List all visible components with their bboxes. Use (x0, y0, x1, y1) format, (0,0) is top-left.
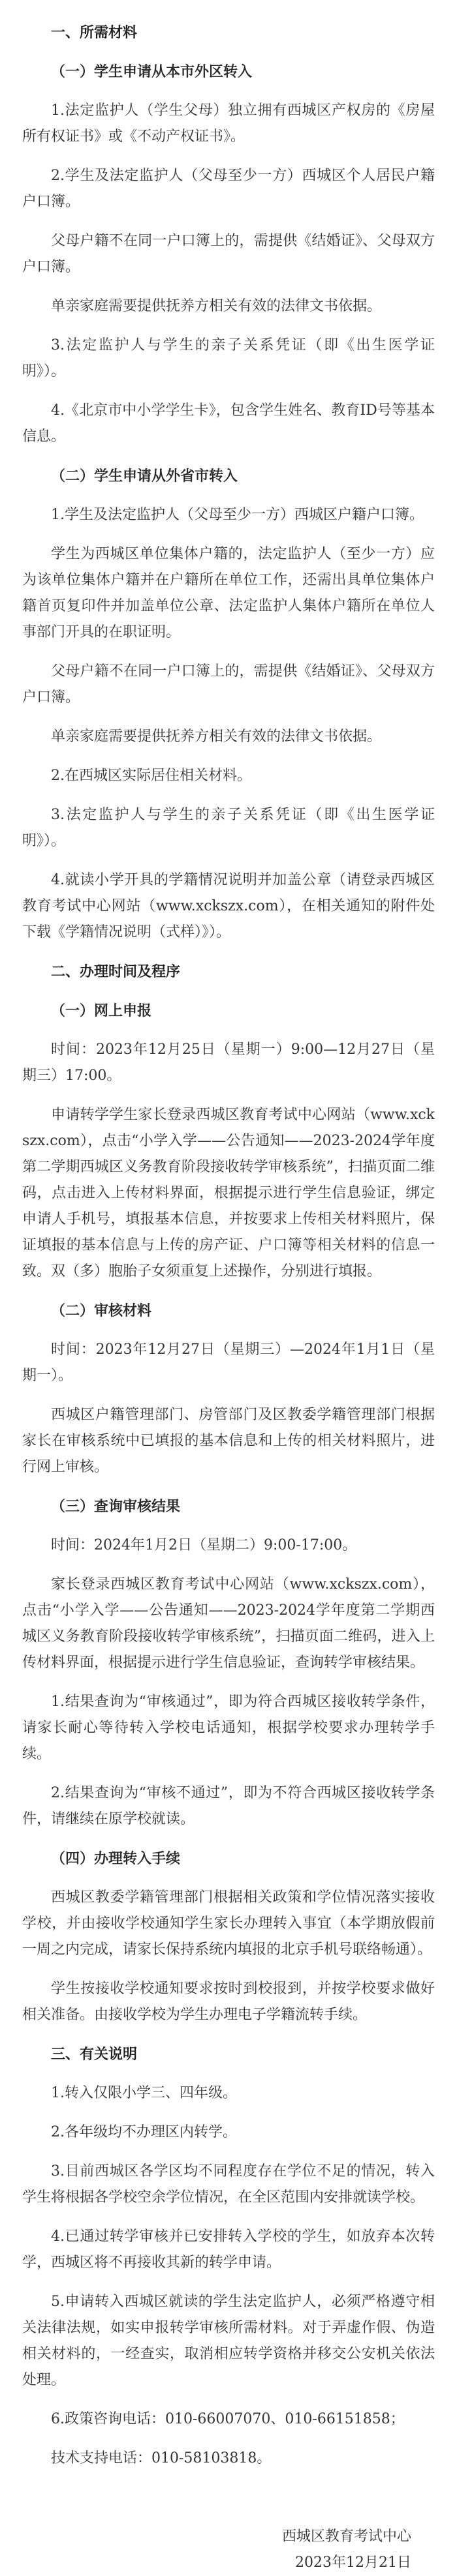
paragraph: 2.在西城区实际居住相关材料。 (51, 768, 251, 784)
paragraph: 4.已通过转学审核并已安排转入学校的学生，如放弃本次转学，西城区将不再接收其新的转学申请。 (22, 2228, 435, 2271)
subsection-heading: （四）办理转入手续 (51, 1850, 181, 1867)
section-heading: 三、有关说明 (51, 2046, 138, 2063)
signature-block (22, 2524, 435, 2576)
notice-content (22, 20, 435, 2472)
subsection-heading: （二）审核材料 (51, 1302, 152, 1319)
subsection-heading: （三）查询审核结果 (51, 1498, 181, 1515)
paragraph: 2.学生及法定监护人（父母至少一方）西城区个人居民户籍户口簿。 (22, 168, 435, 210)
issuer-name: 西城区教育考试中心 (281, 2528, 411, 2545)
paragraph: 3.法定监护人与学生的亲子关系凭证（即《出生医学证明》）。 (22, 337, 435, 380)
paragraph: 西城区教委学籍管理部门根据相关政策和学位情况落实接收学校，并由接收学校通知学生家长办理转入事宜（本学期放假前一周之内完成，请家长保持系统内填报的北京手机号联络畅通）。 (22, 1889, 435, 1958)
paragraph: 4.就读小学开具的学籍情况说明并加盖公章（请登录西城区教育考试中心网站（www.xckszx.com），在相关通知的附件处下载《学籍情况说明（式样）》）。 (22, 872, 435, 940)
paragraph: 2.结果查询为“审核不通过”，即为不符合西城区接收转学条件，请继续在原学校就读。 (22, 1785, 435, 1827)
paragraph: 3.法定监护人与学生的亲子关系凭证（即《出生医学证明》）。 (22, 807, 435, 849)
paragraph: 学生按接收学校通知要求按时到校报到，并按学校要求做好相关准备。由接收学校为学生办理电子学籍流转手续。 (22, 1981, 435, 2023)
paragraph: 单亲家庭需要提供抚养方相关有效的法律文书依据。 (51, 298, 382, 314)
paragraph: 6.政策咨询电话：010-66007070、010-66151858； (51, 2411, 405, 2427)
paragraph: 申请转学学生家长登录西城区教育考试中心网站（www.xckszx.com），点击“小学入学——公告通知——2023-2024学年度第二学期西城区义务教育阶段接收转学审核系统”，扫描页面二维码，点击进入上传材料界面，根据提示进行学生信息验证，绑定申请人手机号，填报基本信息，并按要求上传相关材料照片，保证填报的基本信息与上传的房产证、户口簿等相关材料的信息一致。双（多）胞胎子女须重复上述操作，分别进行填报。 (22, 1107, 435, 1280)
paragraph: 3.目前西城区各学区均不同程度存在学位不足的情况，转入学生将根据各学校空余学位情况，在全区范围内安排就读学校。 (22, 2163, 435, 2206)
section-heading: 二、办理时间及程序 (51, 963, 181, 980)
paragraph: 时间：2023年12月27日（星期三）—2024年1月1日（星期一）。 (22, 1341, 435, 1384)
paragraph: 4.《北京市中小学学生卡》，包含学生姓名、教育ID号等基本信息。 (22, 402, 435, 445)
issue-date: 2023年12月21日 (295, 2554, 411, 2571)
paragraph: 西城区户籍管理部门、房管部门及区教委学籍管理部门根据家长在审核系统中已填报的基本信息和上传的相关材料照片，进行网上审核。 (22, 1407, 435, 1475)
paragraph: 学生为西城区单位集体户籍的，法定监护人（至少一方）应为该单位集体户籍并在户籍所在单位工作，还需出具单位集体户籍首页复印件并加盖单位公章、法定监护人集体户籍所在单位人事部门开具的在职证明。 (22, 546, 435, 640)
paragraph: 父母户籍不在同一户口簿上的，需提供《结婚证》、父母双方户口簿。 (22, 663, 435, 706)
paragraph: 时间：2023年12月25日（星期一）9:00—12月27日（星期三）17:00。 (22, 1041, 435, 1084)
subsection-heading: （二）学生申请从外省市转入 (51, 468, 238, 485)
paragraph: 2.各年级均不办理区内转学。 (51, 2124, 237, 2140)
paragraph: 5.申请转入西城区就读的学生法定监护人，必须严格遵守相关法律法规，如实申报转学审核所需材料。对于弄虚作假、伪造相关材料的，一经查实，取消相应转学资格并移交公安机关依法处理。 (22, 2294, 435, 2388)
paragraph: 单亲家庭需要提供抚养方相关有效的法律文书依据。 (51, 728, 382, 745)
paragraph: 时间：2024年1月2日（星期二）9:00-17:00。 (51, 1537, 357, 1553)
paragraph: 家长登录西城区教育考试中心网站（www.xckszx.com），点击“小学入学——公告通知——2023-2024学年度第二学期西城区义务教育阶段接收转学审核系统”，扫描页面二维码，进入上传材料界面，根据提示进行学生信息验证，查询转学审核结果。 (22, 1576, 435, 1671)
paragraph: 1.法定监护人（学生父母）独立拥有西城区产权房的《房屋所有权证书》或《不动产权证书》。 (22, 102, 435, 145)
section-heading: 一、所需材料 (51, 24, 138, 41)
subsection-heading: （一）网上申报 (51, 1002, 152, 1019)
paragraph: 父母户籍不在同一户口簿上的，需提供《结婚证》、父母双方户口簿。 (22, 233, 435, 275)
subsection-heading: （一）学生申请从本市外区转入 (51, 63, 253, 80)
paragraph: 1.结果查询为“审核通过”，即为符合西城区接收转学条件，请家长耐心等待转入学校电话通知，根据学校要求办理转学手续。 (22, 1694, 435, 1762)
paragraph: 1.转入仅限小学三、四年级。 (51, 2085, 237, 2101)
paragraph: 1.学生及法定监护人（父母至少一方）西城区户籍户口簿。 (51, 507, 424, 523)
paragraph: 技术支持电话：010-58103818。 (51, 2450, 272, 2466)
